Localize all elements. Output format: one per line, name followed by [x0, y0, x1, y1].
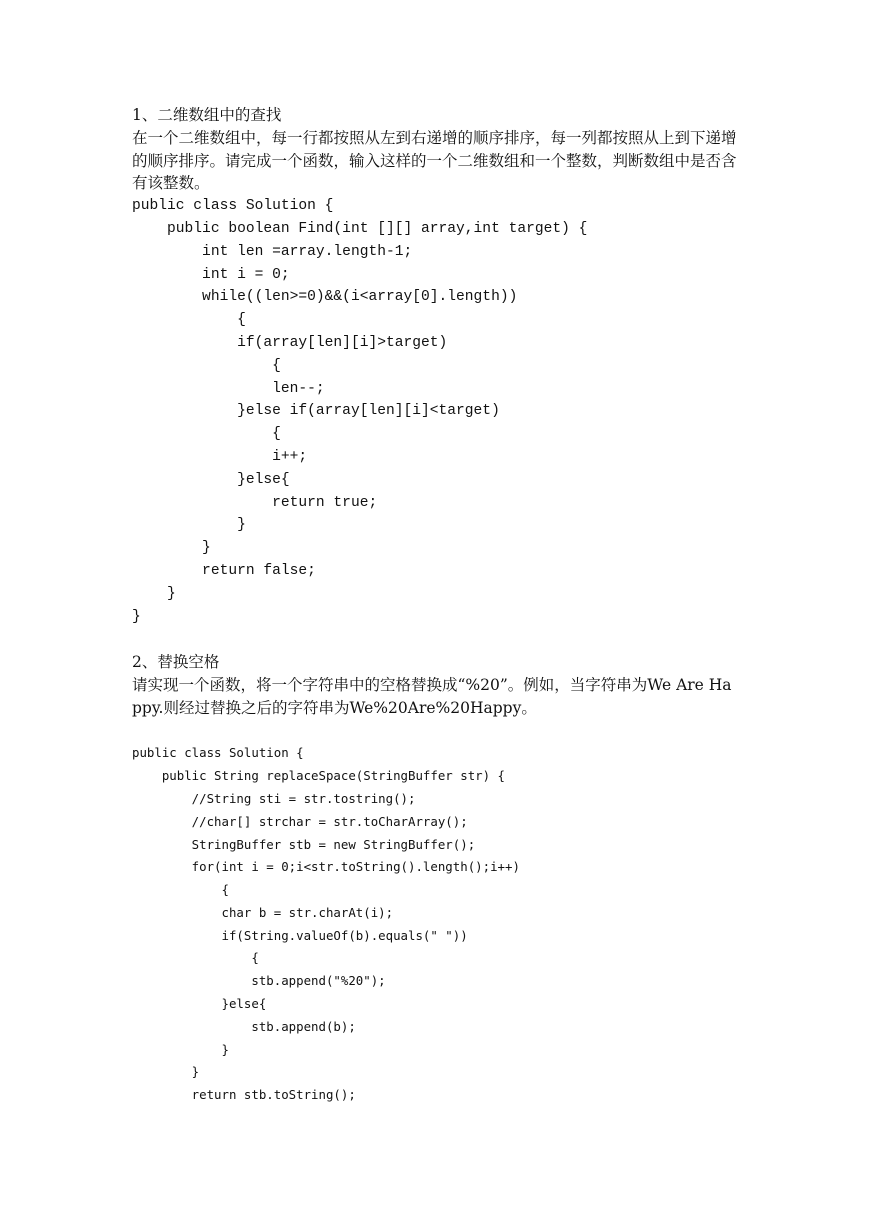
- code-line: int i = 0;: [132, 266, 290, 283]
- code-line: {: [132, 882, 229, 898]
- code-line: len--;: [132, 380, 325, 397]
- code-line: }else{: [132, 471, 290, 488]
- code-line: }: [132, 1064, 200, 1080]
- code-line: public String replaceSpace(StringBuffer str) {: [132, 768, 505, 784]
- code-line: i++;: [132, 448, 308, 465]
- section-1-description: 在一个二维数组中，每一行都按照从左到右递增的顺序排序，每一列都按照从上到下递增的顺序排序。请完成一个函数，输入这样的一个二维数组和一个整数，判断数组中是否含有该整数。: [132, 128, 737, 193]
- code-line: char b = str.charAt(i);: [132, 904, 394, 920]
- code-line: public boolean Find(int [][] array,int target) {: [132, 220, 588, 237]
- section-1-title: 1、二维数组中的查找: [132, 106, 282, 124]
- code-line: }else{: [132, 996, 267, 1012]
- code-line: if(String.valueOf(b).equals(" ")): [132, 927, 468, 943]
- code-line: for(int i = 0;i<str.toString().length();i++): [132, 859, 520, 875]
- code-line: StringBuffer stb = new StringBuffer();: [132, 836, 476, 852]
- code-line: {: [132, 426, 281, 443]
- code-line: }: [132, 540, 211, 557]
- code-line: if(array[len][i]>target): [132, 334, 448, 351]
- code-line: }else if(array[len][i]<target): [132, 403, 500, 420]
- code-line: int len =array.length-1;: [132, 243, 413, 260]
- code-line: stb.append("%20");: [132, 973, 386, 989]
- section-spacer: [132, 628, 742, 651]
- code-line: return false;: [132, 562, 316, 579]
- document-content: [132, 104, 742, 1107]
- code-line: {: [132, 312, 246, 329]
- code-line: public class Solution {: [132, 198, 334, 215]
- code-line: }: [132, 608, 141, 625]
- code-line: }: [132, 1041, 229, 1057]
- section-2-description: 请实现一个函数，将一个字符串中的空格替换成“%20”。例如，当字符串为We Are Happy.则经过替换之后的字符串为We%20Are%20Happy。: [132, 675, 732, 717]
- section-2-code-block: [132, 742, 742, 1107]
- code-line: }: [132, 585, 176, 602]
- section-1-code-block: [132, 195, 742, 628]
- code-line: stb.append(b);: [132, 1018, 356, 1034]
- code-line: //char[] strchar = str.toCharArray();: [132, 813, 468, 829]
- code-line: {: [132, 950, 259, 966]
- code-line: {: [132, 357, 281, 374]
- section-spacer: [132, 720, 742, 743]
- code-line: return stb.toString();: [132, 1087, 356, 1103]
- code-line: }: [132, 517, 246, 534]
- code-line: while((len>=0)&&(i<array[0].length)): [132, 289, 518, 306]
- code-line: public class Solution {: [132, 745, 304, 761]
- code-line: //String sti = str.tostring();: [132, 790, 416, 806]
- code-line: return true;: [132, 494, 378, 511]
- section-2-title: 2、替换空格: [132, 653, 220, 672]
